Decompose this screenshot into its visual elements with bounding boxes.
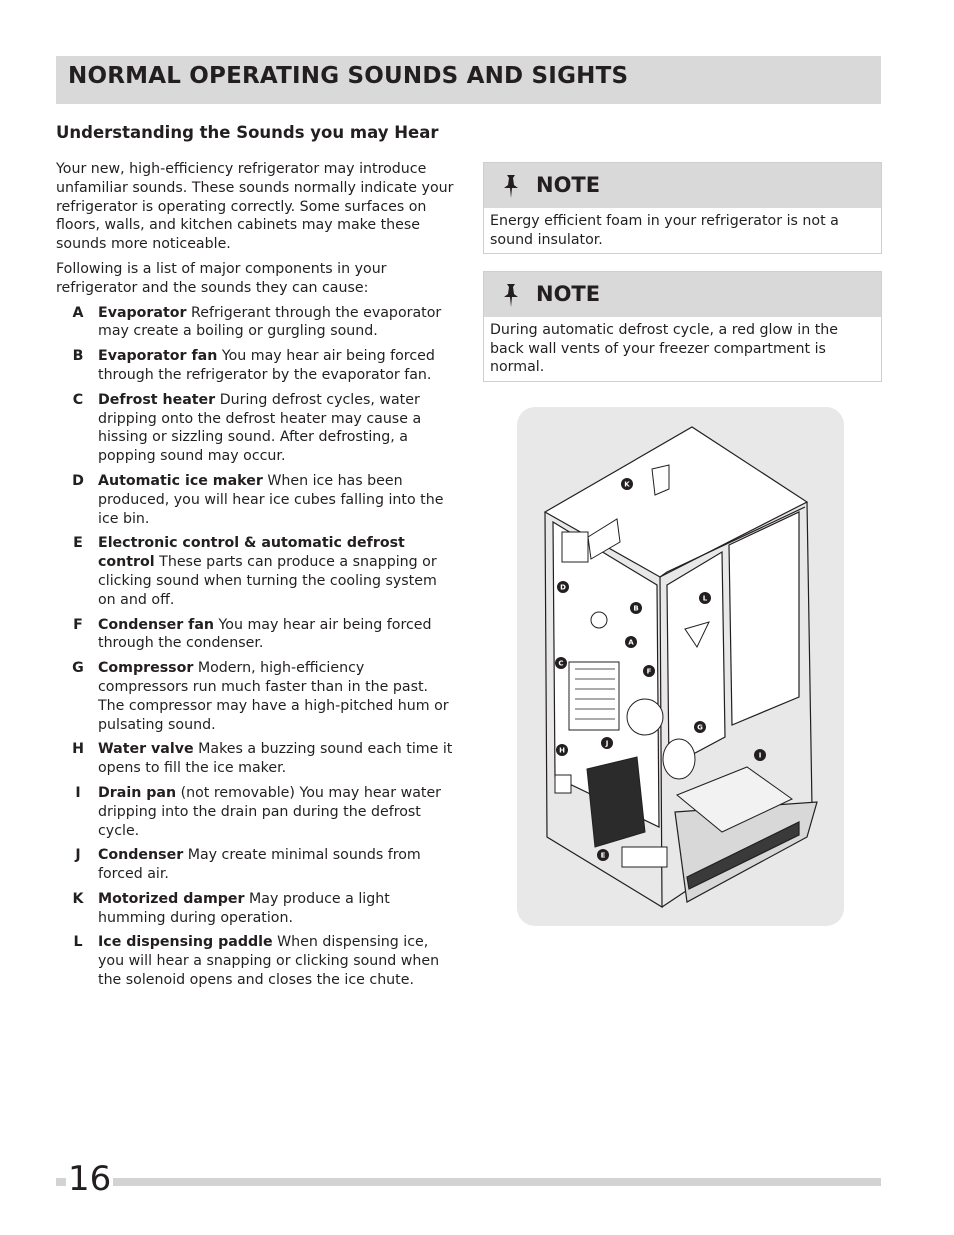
evaporator-part — [569, 662, 619, 730]
refrigerator-cutaway-illustration — [517, 407, 844, 926]
note-box-defrost — [483, 271, 882, 382]
item-term: Evaporator fan — [98, 348, 218, 365]
item-text: When ice has been produced, you will hear ice cubes falling into the ice bin. — [98, 472, 444, 527]
page-number: 16 — [68, 1159, 112, 1199]
svg-text:F: F — [646, 667, 652, 676]
callout-b — [630, 602, 642, 614]
callout-l — [699, 592, 711, 604]
item-letter: C — [72, 391, 84, 408]
item-text: These parts can produce a snapping or clicking sound when turning the cooling system on and off. — [98, 554, 437, 608]
svg-text:C: C — [558, 659, 564, 668]
note-header — [484, 272, 881, 317]
callout-g — [694, 721, 706, 733]
callout-h — [556, 744, 568, 756]
page-header-band — [56, 56, 881, 104]
callout-c — [555, 657, 567, 669]
item-letter: K — [72, 890, 84, 907]
callout-d — [557, 581, 569, 593]
list-item — [56, 890, 458, 928]
condenser-fan-part — [627, 699, 663, 735]
list-item — [56, 534, 458, 609]
intro-paragraph-2: Following is a list of major components in your refrigerator and the sounds they can cause: — [56, 260, 387, 296]
item-letter: A — [72, 304, 84, 321]
svg-text:H: H — [559, 746, 565, 755]
water-valve-part — [555, 775, 571, 793]
svg-text:B: B — [633, 604, 639, 613]
footer-rule — [56, 1178, 881, 1186]
note-body: Energy efficient foam in your refrigerator is not a sound insulator. — [490, 213, 839, 248]
item-term: Drain pan — [98, 784, 177, 801]
component-list — [56, 304, 458, 990]
compressor-part — [663, 739, 695, 779]
pushpin-icon — [500, 173, 522, 199]
condenser-part — [587, 757, 645, 847]
callout-j — [601, 737, 613, 749]
note-box-foam — [483, 162, 882, 254]
item-text: Refrigerant through the evaporator may create a boiling or gurgling sound. — [98, 304, 442, 340]
list-item — [56, 933, 458, 989]
item-text: When dispensing ice, you will hear a snapping or clicking sound when the solenoid opens and closes the ice chute. — [98, 934, 440, 989]
item-letter: D — [72, 472, 84, 489]
item-letter: J — [75, 847, 81, 864]
svg-text:E: E — [600, 851, 606, 860]
list-item — [56, 472, 458, 528]
list-item — [56, 391, 458, 466]
item-term: Condenser — [98, 847, 184, 864]
list-item — [56, 784, 458, 840]
svg-text:G: G — [697, 723, 703, 732]
svg-text:A: A — [628, 638, 634, 647]
list-item — [56, 347, 458, 385]
item-term: Water valve — [98, 741, 194, 758]
item-term: Electronic control & automatic defrost control — [98, 535, 405, 571]
list-item — [56, 740, 458, 778]
item-letter: I — [75, 784, 81, 801]
item-letter: G — [72, 660, 84, 677]
item-text: Makes a buzzing sound each time it opens to fill the ice maker. — [98, 741, 453, 777]
note-header — [484, 163, 881, 208]
refrigerator-components-diagram — [517, 407, 844, 926]
item-text: You may hear air being forced through the refrigerator by the evaporator fan. — [98, 348, 435, 383]
electronic-control-part — [622, 847, 667, 867]
callout-e — [597, 849, 609, 861]
list-item — [56, 304, 458, 342]
page-title: NORMAL OPERATING SOUNDS AND SIGHTS — [68, 63, 629, 89]
item-text: (not removable) You may hear water dripping into the drain pan during the defrost cycle. — [98, 784, 442, 839]
item-term: Evaporator — [98, 304, 187, 321]
svg-text:I: I — [758, 751, 762, 760]
item-text: Modern, high-efficiency compressors run much faster than in the past. The compressor may have a high-pitched hum or pulsating sound. — [98, 660, 449, 733]
item-text: During defrost cycles, water dripping onto the defrost heater may cause a hissing or sizzling sound. After defrosting, a popping sound may occur. — [98, 391, 422, 465]
evaporator-fan-part — [591, 612, 607, 628]
note-body: During automatic defrost cycle, a red glow in the back wall vents of your freezer compartment is normal. — [490, 322, 838, 375]
note-title: NOTE — [536, 173, 601, 197]
note-title: NOTE — [536, 282, 601, 306]
item-text: May produce a light humming during operation. — [98, 890, 390, 926]
list-item — [56, 616, 458, 654]
item-text: May create minimal sounds from forced air. — [98, 847, 421, 883]
list-item — [56, 846, 458, 884]
item-letter: F — [73, 616, 83, 633]
item-letter: H — [72, 741, 84, 758]
item-term: Compressor — [98, 660, 194, 677]
intro-paragraph-1: Your new, high-efficiency refrigerator may introduce unfamiliar sounds. These sounds normally indicate your refrigerator is operating correctly. Some surfaces on floors, walls, and kitchen cabinets may make these sounds more noticeable. — [56, 161, 454, 253]
item-term: Automatic ice maker — [98, 472, 263, 489]
callout-i — [754, 749, 766, 761]
item-term: Motorized damper — [98, 890, 245, 907]
svg-text:D: D — [560, 583, 566, 592]
motorized-damper-part — [652, 465, 669, 495]
pushpin-icon — [500, 282, 522, 308]
item-letter: B — [72, 348, 84, 365]
sounds-text-column — [56, 160, 458, 996]
svg-text:K: K — [624, 480, 630, 489]
callout-a — [625, 636, 637, 648]
section-subtitle: Understanding the Sounds you may Hear — [56, 123, 439, 142]
item-term: Condenser fan — [98, 616, 214, 633]
callout-f — [643, 665, 655, 677]
item-letter: E — [73, 535, 83, 552]
list-item — [56, 659, 458, 734]
item-text: You may hear air being forced through the condenser. — [98, 616, 432, 652]
svg-text:L: L — [702, 594, 708, 603]
item-letter: L — [73, 934, 83, 951]
item-term: Ice dispensing paddle — [98, 934, 273, 951]
svg-text:J: J — [605, 739, 609, 748]
item-term: Defrost heater — [98, 391, 216, 408]
callout-k — [621, 478, 633, 490]
